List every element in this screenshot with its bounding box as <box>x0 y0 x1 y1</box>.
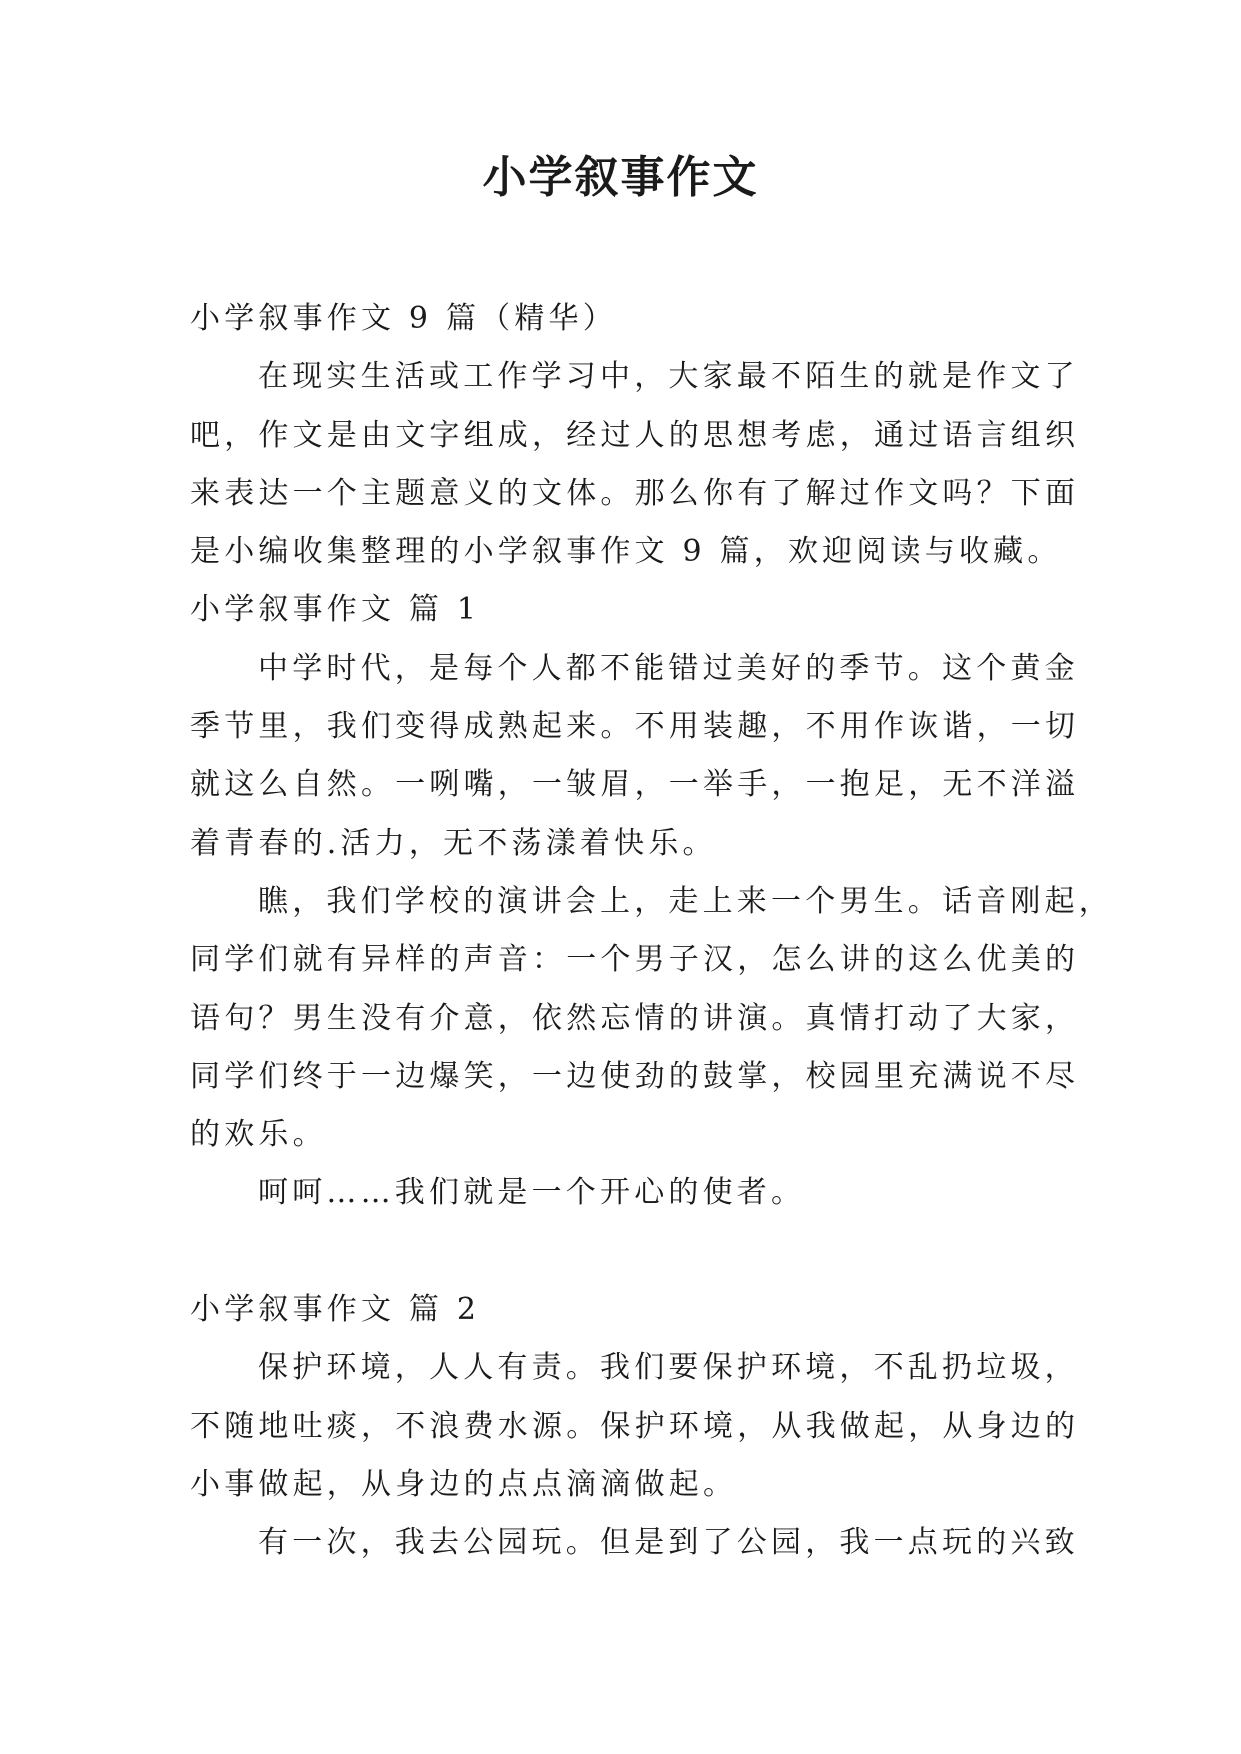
text-line: 同学们就有异样的声音：一个男子汉，怎么讲的这么优美的 <box>190 942 1080 978</box>
text-line: 季节里，我们变得成熟起来。不用装趣，不用作诙谐，一切 <box>190 709 1080 745</box>
document-title: 小学叙事作文 <box>482 152 759 203</box>
text-line: 小学叙事作文 篇 2 <box>190 1292 481 1328</box>
text-line: 小学叙事作文 篇 1 <box>190 592 481 628</box>
blank-line <box>190 1223 1058 1281</box>
text-line: 来表达一个主题意义的文体。那么你有了解过作文吗？下面 <box>190 475 1080 511</box>
text-line: 不随地吐痰，不浪费水源。保护环境，从我做起，从身边的 <box>190 1408 1080 1444</box>
text-line: 中学时代，是每个人都不能错过美好的季节。这个黄金 <box>258 650 1079 686</box>
text-line: 保护环境，人人有责。我们要保护环境，不乱扔垃圾， <box>258 1350 1079 1386</box>
text-line: 语句？男生没有介意，依然忘情的讲演。真情打动了大家， <box>190 1000 1080 1036</box>
text-line: 小事做起，从身边的点点滴滴做起。 <box>190 1466 738 1502</box>
text-line: 有一次，我去公园玩。但是到了公园，我一点玩的兴致 <box>258 1525 1079 1561</box>
text-line: 瞧，我们学校的演讲会上，走上来一个男生。话音刚起， <box>258 883 1113 919</box>
text-line: 是小编收集整理的小学叙事作文 9 篇，欢迎阅读与收藏。 <box>190 534 1062 570</box>
text-line: 吧，作文是由文字组成，经过人的思想考虑，通过语言组织 <box>190 417 1080 453</box>
text-line: 同学们终于一边爆笑，一边使劲的鼓掌，校园里充满说不尽 <box>190 1058 1080 1094</box>
text-line: 呵呵……我们就是一个开心的使者。 <box>258 1175 806 1211</box>
text-line: 在现实生活或工作学习中，大家最不陌生的就是作文了 <box>258 359 1079 395</box>
text-line: 着青春的.活力，无不荡漾着快乐。 <box>190 825 717 861</box>
text-line: 小学叙事作文 9 篇（精华） <box>190 301 617 336</box>
text-line: 就这么自然。一咧嘴，一皱眉，一举手，一抱足，无不洋溢 <box>190 767 1080 803</box>
text-line: 的欢乐。 <box>190 1117 327 1153</box>
document-body <box>190 290 1113 1573</box>
